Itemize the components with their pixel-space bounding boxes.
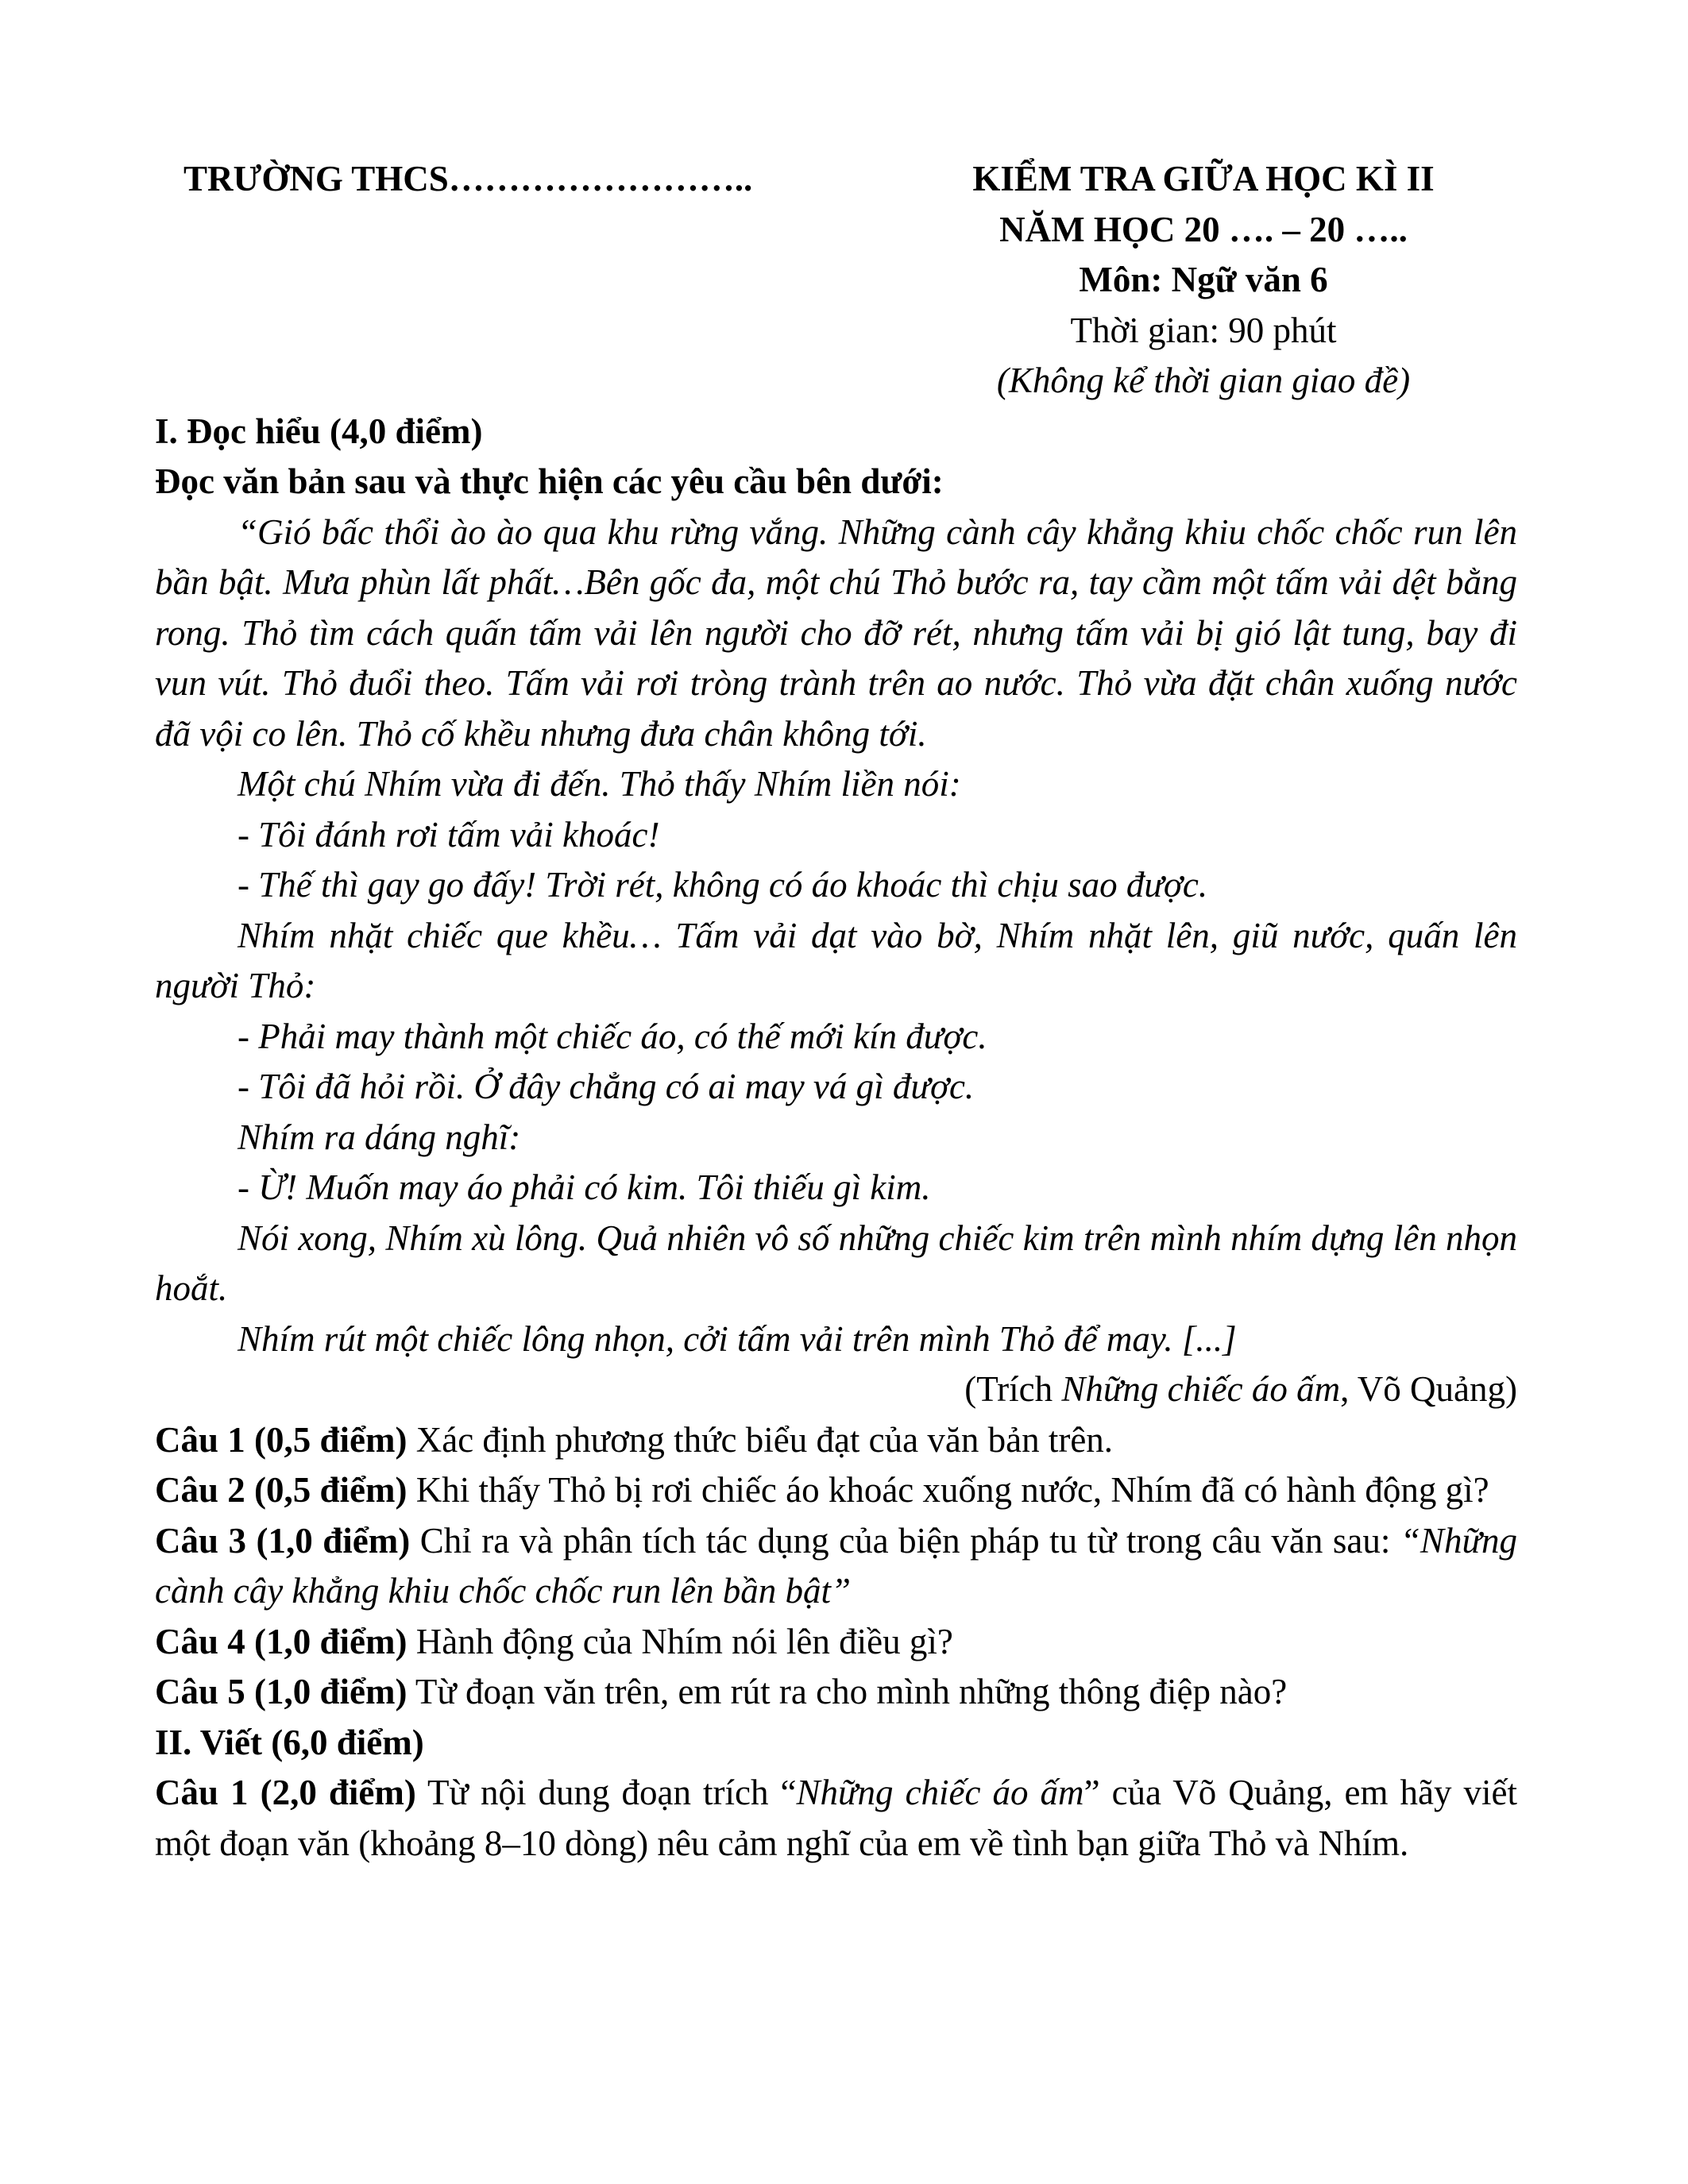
passage-paragraph: Nhím rút một chiếc lông nhọn, cởi tấm vải trên mình Thỏ để may. [...] (238, 1318, 1237, 1359)
source-suffix: , Võ Quảng) (1340, 1369, 1517, 1409)
passage-paragraph: - Tôi đánh rơi tấm vải khoác! (238, 814, 660, 855)
exam-title: KIỂM TRA GIỮA HỌC KÌ II (972, 159, 1435, 199)
work-title: Những chiếc áo ấm (796, 1773, 1084, 1812)
passage-paragraph: “Gió bấc thổi ào ào qua khu rừng vắng. Những cành cây khẳng khiu chốc chốc run lên bần bật. Mưa phùn lất phất…Bên gốc đa, một chú Thỏ bước ra, tay cầm một tấm vải dệt bằng rong. Thỏ tìm cách quấn tấm vải lên người cho đỡ rét, nhưng tấm vải bị gió lật tung, bay đi vun vút. Thỏ đuổi theo. Tấm vải rơi tròng trành trên ao nước. Thỏ vừa đặt chân xuống nước đã vội co lên. Thỏ cố khều nhưng đưa chân không tới. (155, 511, 1517, 754)
question-text: Xác định phương thức biểu đạt của văn bản trên. (407, 1419, 1114, 1460)
question-text: Chỉ ra và phân tích tác dụng của biện pháp tu từ trong câu văn sau: (410, 1520, 1400, 1561)
section2-title: II. Viết (6,0 điểm) (155, 1722, 424, 1762)
exam-info (953, 154, 1454, 407)
question-4 (155, 1617, 1517, 1668)
duration-note: (Không kể thời gian giao đề) (996, 361, 1411, 400)
exam-header (155, 154, 1517, 407)
passage-source (155, 1364, 1517, 1415)
exam-page (155, 154, 1517, 1869)
question-label: Câu 1 (0,5 điểm) (155, 1419, 408, 1460)
question-text: Khi thấy Thỏ bị rơi chiếc áo khoác xuống nước, Nhím đã có hành động gì? (407, 1470, 1489, 1510)
question-5 (155, 1667, 1517, 1718)
school-year: NĂM HỌC 20 …. – 20 ….. (999, 209, 1408, 249)
passage-paragraph: - Ừ! Muốn may áo phải có kim. Tôi thiếu gì kim. (238, 1167, 931, 1207)
passage-paragraph: - Thế thì gay go đấy! Trời rét, không có áo khoác thì chịu sao được. (238, 865, 1208, 905)
question-label: Câu 4 (1,0 điểm) (155, 1621, 408, 1661)
reading-passage (155, 507, 1517, 1365)
question-label: Câu 2 (0,5 điểm) (155, 1470, 408, 1510)
passage-paragraph: Nhím ra dáng nghĩ: (238, 1117, 521, 1157)
question-quote: “Những cành cây khẳng khiu chốc chốc run lên bần bật” (155, 1520, 1517, 1611)
question-label: Câu 1 (2,0 điểm) (155, 1773, 416, 1812)
question-1 (155, 1415, 1517, 1466)
source-prefix: (Trích (964, 1369, 1062, 1409)
question-text: Hành động của Nhím nói lên điều gì? (407, 1621, 953, 1661)
duration: Thời gian: 90 phút (1070, 310, 1337, 350)
passage-paragraph: - Phải may thành một chiếc áo, có thế mới kín được. (238, 1016, 987, 1056)
question-label: Câu 5 (1,0 điểm) (155, 1672, 408, 1711)
passage-paragraph: Nhím nhặt chiếc que khều… Tấm vải dạt vào bờ, Nhím nhặt lên, giũ nước, quấn lên người Thỏ: (155, 915, 1517, 1005)
section1-title: I. Đọc hiểu (4,0 điểm) (155, 411, 483, 451)
passage-paragraph: - Tôi đã hỏi rồi. Ở đây chẳng có ai may vá gì được. (238, 1067, 975, 1106)
question-text: Từ đoạn văn trên, em rút ra cho mình những thông điệp nào? (407, 1672, 1288, 1711)
question-2 (155, 1465, 1517, 1516)
passage-paragraph: Nói xong, Nhím xù lông. Quả nhiên vô số những chiếc kim trên mình nhím dựng lên nhọn hoắt. (155, 1217, 1517, 1308)
question-text-after: ” của Võ Quảng, em hãy viết một đoạn văn (khoảng 8–10 dòng) nêu cảm nghĩ của em về tình bạn giữa Thỏ và Nhím. (155, 1773, 1517, 1863)
question-3 (155, 1516, 1517, 1617)
passage-paragraph: Một chú Nhím vừa đi đến. Thỏ thấy Nhím liền nói: (238, 764, 961, 804)
writing-question-1 (155, 1768, 1517, 1869)
question-text-before: Từ nội dung đoạn trích “ (415, 1773, 797, 1812)
school-name: TRƯỜNG THCS…………………….. (183, 159, 753, 199)
subject: Môn: Ngữ văn 6 (1079, 260, 1328, 299)
source-title: Những chiếc áo ấm (1061, 1369, 1341, 1409)
section1-instruction: Đọc văn bản sau và thực hiện các yêu cầu bên dưới: (155, 461, 944, 501)
question-label: Câu 3 (1,0 điểm) (155, 1520, 411, 1561)
